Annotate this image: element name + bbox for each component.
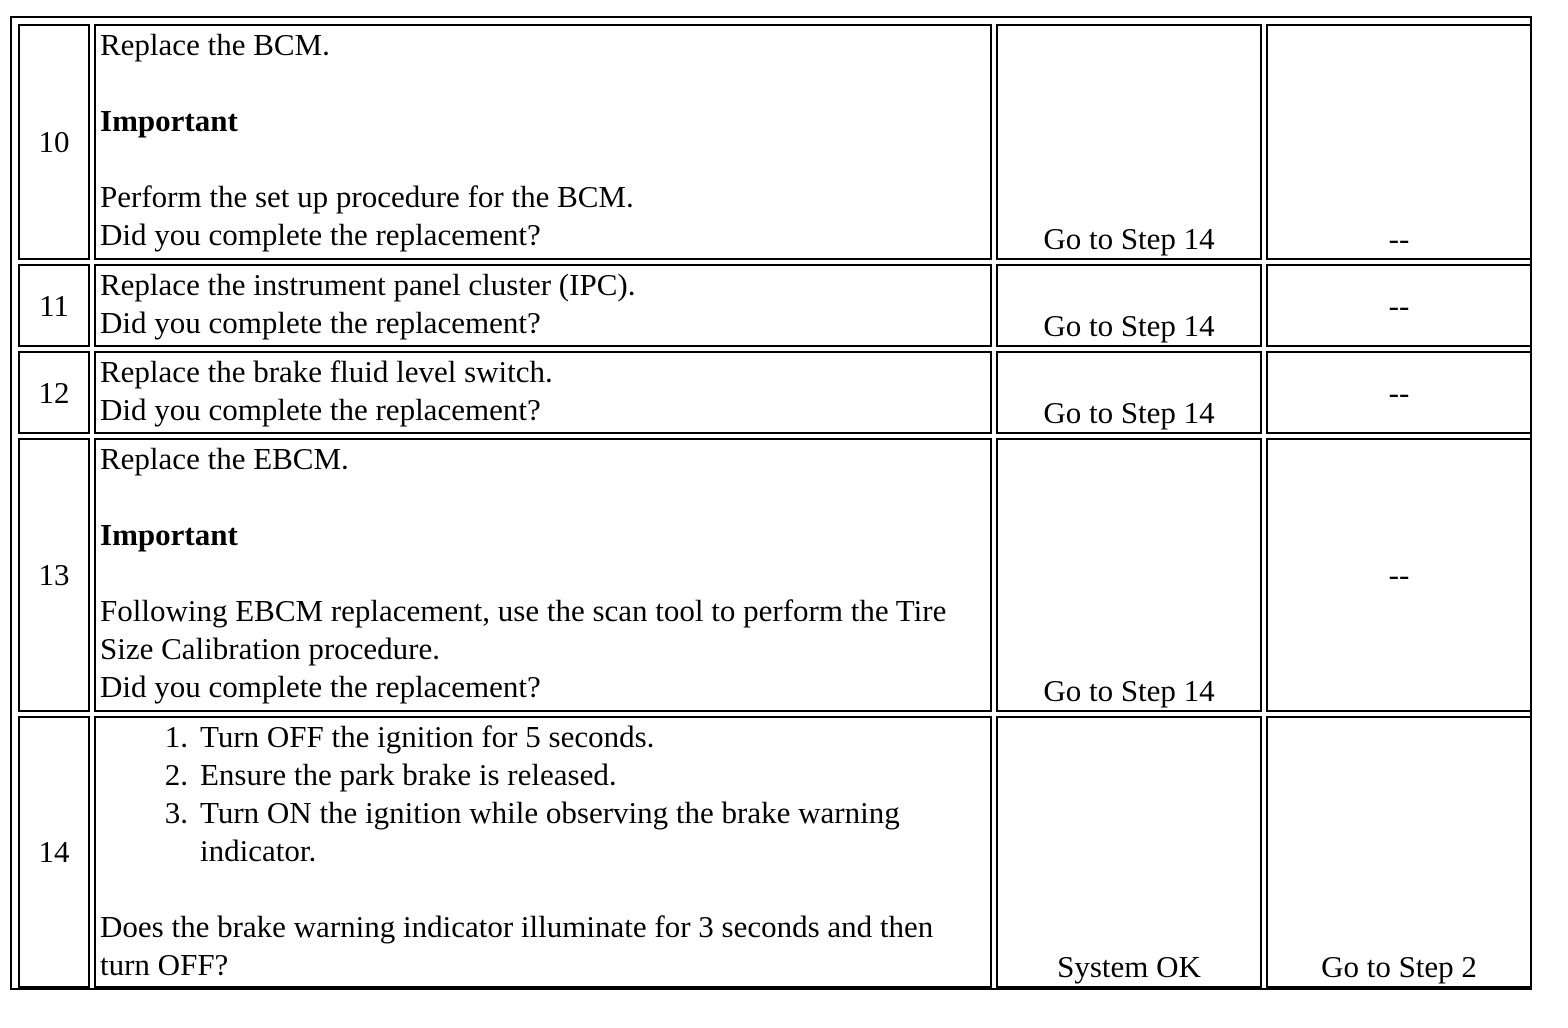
question-text: Did you complete the replacement? xyxy=(100,669,541,704)
table-row xyxy=(18,264,1532,347)
no-result: -- xyxy=(1266,438,1532,712)
yes-result: Go to Step 14 xyxy=(996,264,1262,347)
question-text: Does the brake warning indicator illuminate for 3 seconds and then turn OFF? xyxy=(100,909,934,982)
no-result: -- xyxy=(1266,351,1532,434)
question-text: Did you complete the replacement? xyxy=(100,392,541,427)
step-action xyxy=(94,438,992,712)
yes-result: System OK xyxy=(996,716,1262,988)
important-heading: Important xyxy=(100,103,238,138)
step-number: 11 xyxy=(18,264,90,347)
table-row xyxy=(18,716,1532,988)
step-action xyxy=(94,716,992,988)
question-text: Did you complete the replacement? xyxy=(100,217,541,252)
table-row xyxy=(18,351,1532,434)
table-row xyxy=(18,24,1532,260)
no-result: Go to Step 2 xyxy=(1266,716,1532,988)
action-text: Replace the EBCM. xyxy=(100,441,349,476)
list-item xyxy=(164,794,986,870)
yes-result: Go to Step 14 xyxy=(996,351,1262,434)
procedure-list xyxy=(100,718,986,870)
action-text: Replace the instrument panel cluster (IPC). xyxy=(100,267,636,302)
important-text: Following EBCM replacement, use the scan tool to perform the Tire Size Calibration procedure. xyxy=(100,593,947,666)
action-text: Replace the BCM. xyxy=(100,27,330,62)
list-item-text: Turn OFF the ignition for 5 seconds. xyxy=(200,719,655,754)
important-heading: Important xyxy=(100,517,238,552)
step-number: 14 xyxy=(18,716,90,988)
no-result: -- xyxy=(1266,264,1532,347)
list-item-number: 3. xyxy=(164,795,188,830)
list-item-text: Turn ON the ignition while observing the brake warning indicator. xyxy=(200,795,900,868)
yes-result: Go to Step 14 xyxy=(996,438,1262,712)
question-text: Did you complete the replacement? xyxy=(100,305,541,340)
important-text: Perform the set up procedure for the BCM. xyxy=(100,179,634,214)
diagnostic-steps-table xyxy=(14,20,1536,992)
step-action xyxy=(94,24,992,260)
step-number: 10 xyxy=(18,24,90,260)
action-text: Replace the brake fluid level switch. xyxy=(100,354,553,389)
list-item-text: Ensure the park brake is released. xyxy=(200,757,617,792)
step-action xyxy=(94,351,992,434)
yes-result: Go to Step 14 xyxy=(996,24,1262,260)
list-item-number: 1. xyxy=(164,719,188,754)
step-number: 12 xyxy=(18,351,90,434)
table-row xyxy=(18,438,1532,712)
step-action xyxy=(94,264,992,347)
list-item-number: 2. xyxy=(164,757,188,792)
no-result: -- xyxy=(1266,24,1532,260)
list-item xyxy=(164,718,986,756)
step-number: 13 xyxy=(18,438,90,712)
list-item xyxy=(164,756,986,794)
